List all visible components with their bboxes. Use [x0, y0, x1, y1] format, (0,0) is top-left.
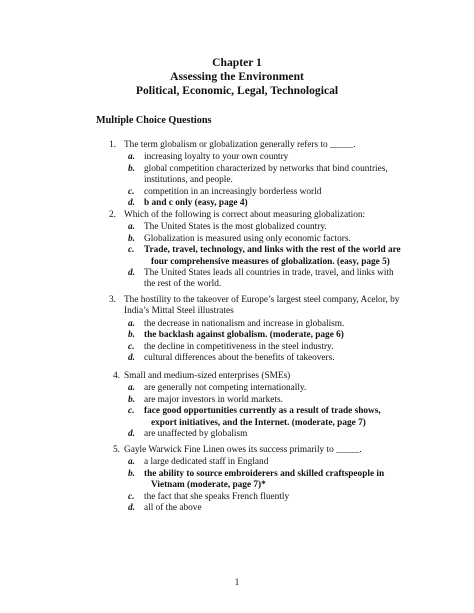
correct-answer-option — [124, 469, 424, 492]
option-text — [144, 330, 424, 341]
option-text — [144, 245, 424, 268]
option-text — [144, 342, 424, 353]
option-text — [144, 164, 424, 187]
option-text-line: global competition characterized by networks that bind countries, — [144, 163, 388, 174]
question-number: 4. — [113, 371, 120, 381]
chapter-title: Assessing the Environment — [170, 70, 304, 83]
question-number: 5. — [113, 445, 120, 455]
option-text — [144, 503, 424, 514]
option-text — [144, 469, 424, 492]
option-letter: c. — [128, 186, 135, 197]
section-heading: Multiple Choice Questions — [96, 115, 212, 126]
option-text-line: the decrease in nationalism and increase in globalism. — [144, 318, 345, 329]
option-letter: b. — [128, 163, 135, 174]
option-text-line: Vietnam (moderate, page 7)* — [151, 480, 266, 491]
option-text-line: competition in an increasingly borderless world — [144, 186, 322, 197]
option-text — [144, 234, 424, 245]
option-text-line: four comprehensive measures of globalization. (easy, page 5) — [151, 256, 390, 267]
correct-answer-option — [124, 330, 424, 341]
answer-options — [124, 222, 424, 290]
question-text-line: Gayle Warwick Fine Linen owes its success primarily to _____. — [124, 445, 362, 455]
option-text — [144, 406, 424, 429]
answer-option — [124, 503, 424, 514]
answer-option — [124, 222, 424, 233]
correct-answer-option — [124, 245, 424, 268]
answer-option — [124, 353, 424, 364]
option-text — [144, 152, 424, 163]
option-letter: b. — [128, 468, 135, 479]
option-text-line: the rest of the world. — [144, 279, 222, 290]
answer-option — [124, 319, 424, 330]
option-letter: a. — [128, 318, 135, 329]
option-text — [144, 457, 424, 468]
option-text-line: all of the above — [144, 503, 202, 514]
option-letter: c. — [128, 491, 135, 502]
answer-option — [124, 429, 424, 440]
option-letter: c. — [128, 245, 135, 256]
option-text-line: export initiatives, and the Internet. (moderate, page 7) — [151, 417, 366, 428]
option-text — [144, 383, 424, 394]
option-text-line: Trade, travel, technology, and links with the rest of the world are — [144, 245, 401, 256]
option-text-line: increasing loyalty to your own country — [144, 152, 289, 163]
option-letter: b. — [128, 233, 135, 244]
option-text — [144, 353, 424, 364]
option-text-line: Globalization is measured using only economic factors. — [144, 233, 351, 244]
option-letter: a. — [128, 222, 135, 233]
answer-options — [124, 383, 424, 440]
option-text-line: a large dedicated staff in England — [144, 457, 269, 468]
option-letter: c. — [128, 341, 135, 352]
chapter-heading: Chapter 1 — [212, 56, 262, 69]
answer-option — [124, 268, 424, 291]
option-text — [144, 187, 424, 198]
option-text-line: are unaffected by globalism — [144, 429, 248, 440]
option-letter: a. — [128, 383, 135, 394]
option-letter: b. — [128, 330, 135, 341]
option-letter: a. — [128, 457, 135, 468]
option-text — [144, 198, 424, 209]
option-text-line: The United States leads all countries in trade, travel, and links with — [144, 268, 394, 279]
answer-option — [124, 234, 424, 245]
question-text — [124, 371, 424, 382]
question-text-line: India’s Mittal Steel illustrates — [124, 306, 234, 317]
option-text-line: the decline in competitiveness in the steel industry. — [144, 341, 334, 352]
question-text-line: Which of the following is correct about measuring globalization: — [124, 210, 366, 220]
question-text — [124, 140, 424, 151]
option-letter: d. — [128, 198, 135, 209]
answer-options — [124, 319, 424, 365]
question-text — [124, 295, 424, 318]
question-text — [124, 445, 424, 456]
option-text-line: the fact that she speaks French fluently — [144, 491, 290, 502]
option-letter: c. — [128, 406, 135, 417]
option-text-line: cultural differences about the benefits of takeovers. — [144, 353, 335, 364]
option-text-line: are major investors in world markets. — [144, 394, 283, 405]
option-text-line: the backlash against globalism. (moderate, page 6) — [144, 330, 344, 341]
correct-answer-option — [124, 406, 424, 429]
option-letter: d. — [128, 353, 135, 364]
correct-answer-option — [124, 198, 424, 209]
option-letter: d. — [128, 429, 135, 440]
answer-option — [124, 164, 424, 187]
option-text — [144, 492, 424, 503]
option-text-line: The United States is the most globalized country. — [144, 222, 327, 233]
answer-options — [124, 457, 424, 514]
question-text — [124, 210, 424, 221]
option-text — [144, 268, 424, 291]
option-text-line: the ability to source embroiderers and skilled craftspeople in — [144, 468, 385, 479]
question-number: 2. — [109, 210, 116, 220]
answer-option — [124, 395, 424, 406]
option-text-line: are generally not competing internationally. — [144, 383, 307, 394]
answer-option — [124, 187, 424, 198]
option-text — [144, 395, 424, 406]
option-letter: a. — [128, 152, 135, 163]
answer-options — [124, 152, 424, 209]
question-number: 1. — [109, 140, 116, 150]
option-letter: b. — [128, 394, 135, 405]
question-text-line: Small and medium-sized enterprises (SMEs) — [124, 371, 291, 381]
answer-option — [124, 492, 424, 503]
question-text-line: The hostility to the takeover of Europe’s largest steel company, Acelor, by — [124, 295, 400, 305]
answer-option — [124, 457, 424, 468]
option-text — [144, 429, 424, 440]
answer-option — [124, 342, 424, 353]
option-letter: d. — [128, 503, 135, 514]
answer-option — [124, 152, 424, 163]
option-text-line: face good opportunities currently as a result of trade shows, — [144, 406, 381, 417]
option-text — [144, 319, 424, 330]
option-text-line: institutions, and people. — [144, 175, 233, 186]
question-number: 3. — [109, 295, 116, 305]
title-block — [0, 56, 474, 98]
option-text — [144, 222, 424, 233]
answer-option — [124, 383, 424, 394]
chapter-subtitle: Political, Economic, Legal, Technological — [135, 84, 339, 97]
option-text-line: b and c only (easy, page 4) — [144, 198, 248, 209]
option-letter: d. — [128, 268, 135, 279]
page-number: 1 — [234, 577, 240, 587]
question-text-line: The term globalism or globalization generally refers to _____. — [124, 140, 356, 150]
